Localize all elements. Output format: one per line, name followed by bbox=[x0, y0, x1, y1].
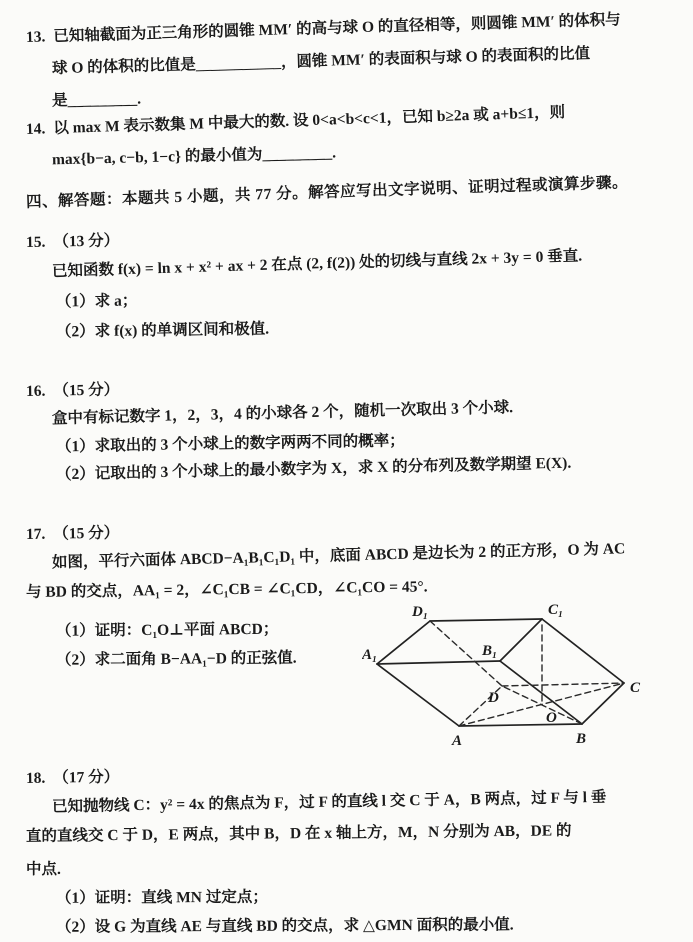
question-15 bbox=[26, 228, 685, 348]
q17-item-1: （1）证明：C₁O⊥平面 ABCD； bbox=[55, 620, 279, 640]
q13-line-1-text: 已知轴截面为正三角形的圆锥 MM′ 的高与球 O 的直径相等，则圆锥 MM′ 的体积与 bbox=[53, 11, 621, 46]
vertex-label-a: A bbox=[452, 733, 463, 749]
vertex-label-d1: D₁ bbox=[412, 604, 429, 620]
q17-item-2: （2）求二面角 B−AA₁−D 的正弦值. bbox=[55, 649, 297, 669]
vertex-label-d: D bbox=[488, 690, 499, 706]
vertex-label-b1: B₁ bbox=[482, 643, 498, 659]
edge-a1-a bbox=[377, 664, 459, 726]
edge-a-b bbox=[459, 724, 582, 726]
section-4-header-block bbox=[25, 174, 685, 212]
q17-body-2: 与 BD 的交点，AA₁ = 2，∠C₁CB = ∠C₁CD，∠C₁CO = 45°. bbox=[25, 578, 428, 601]
q16-number: 16. bbox=[25, 382, 46, 400]
question-16 bbox=[26, 378, 685, 490]
q15-item-2: （2）求 f(x) 的单调区间和极值. bbox=[55, 320, 270, 341]
q18-item-2: （2）设 G 为直线 AE 与直线 BD 的交点，求 △GMN 面积的最小值. bbox=[55, 916, 514, 936]
q18-body-1: 已知抛物线 C：y² = 4x 的焦点为 F，过 F 的直线 l 交 C 于 A，B 两点，过 F 与 l 垂 bbox=[51, 788, 607, 816]
vertex-label-c: C bbox=[630, 680, 641, 696]
vertex-label-o: O bbox=[546, 710, 557, 726]
edge-d-c bbox=[502, 683, 624, 686]
q17-number: 17. bbox=[25, 525, 46, 543]
q18-body-2: 直的直线交 C 于 D，E 两点，其中 B，D 在 x 轴上方，M，N 分别为 AB，DE 的 bbox=[25, 822, 572, 845]
q15-score: （13 分） bbox=[53, 232, 120, 251]
q14-line-2: max{b−a, c−b, 1−c} 的最小值为_________. bbox=[51, 144, 337, 169]
diagonal-b-d bbox=[502, 686, 582, 724]
q18-number: 18. bbox=[25, 769, 46, 787]
q18-body-3: 中点. bbox=[25, 860, 61, 878]
q17-parallelepiped-figure bbox=[362, 599, 672, 764]
q15-number: 15. bbox=[25, 233, 46, 251]
q17-score: （15 分） bbox=[53, 524, 120, 543]
vertex-label-b: B bbox=[576, 731, 587, 747]
q14-line-1-text: 以 max M 表示数集 M 中最大的数. 设 0<a<b<c<1，已知 b≥2a 或 a+b≤1，则 bbox=[53, 104, 566, 138]
q16-body: 盒中有标记数字 1，2，3，4 的小球各 2 个，随机一次取出 3 个小球. bbox=[51, 399, 514, 428]
q18-score: （17 分） bbox=[53, 768, 120, 787]
q13-line-2: 球 O 的体积的比值是___________，圆锥 MM′ 的表面积与球 O 的表面积的比值 bbox=[51, 45, 591, 78]
section-4-header: 四、解答题：本题共 5 小题，共 77 分。解答应写出文字说明、证明过程或演算步骤。 bbox=[25, 174, 629, 211]
edge-c1-c bbox=[542, 619, 624, 683]
q13-number: 13. bbox=[25, 28, 46, 46]
vertex-label-c1: C₁ bbox=[548, 602, 564, 618]
edge-d1-c1 bbox=[430, 619, 542, 621]
vertex-label-a1: A₁ bbox=[362, 647, 378, 663]
q18-item-1: （1）证明：直线 MN 过定点； bbox=[55, 888, 268, 907]
parallelepiped-svg bbox=[362, 599, 672, 764]
edge-a1-d1 bbox=[377, 621, 430, 664]
edge-b1-b bbox=[500, 661, 582, 724]
edge-a1-b1 bbox=[377, 661, 500, 664]
question-14 bbox=[25, 104, 685, 176]
q17-body-1: 如图，平行六面体 ABCD−A₁B₁C₁D₁ 中，底面 ABCD 是边长为 2 的正方形，O 为 AC bbox=[51, 540, 626, 572]
edge-b-c bbox=[582, 683, 624, 724]
q14-number: 14. bbox=[25, 120, 46, 138]
q13-line-3: 是_________. bbox=[51, 90, 142, 110]
q15-body: 已知函数 f(x) = ln x + x² + ax + 2 在点 (2, f(2)) 处的切线与直线 2x + 3y = 0 垂直. bbox=[51, 247, 583, 281]
q16-item-1: （1）求取出的 3 个小球上的数字两两不同的概率； bbox=[55, 432, 405, 456]
question-18 bbox=[26, 764, 685, 942]
q16-score: （15 分） bbox=[53, 381, 120, 400]
q16-item-2: （2）记取出的 3 个小球上的最小数字为 X，求 X 的分布列及数学期望 E(X). bbox=[55, 454, 572, 484]
edge-b1-c1 bbox=[500, 619, 542, 661]
q15-item-1: （1）求 a； bbox=[55, 292, 138, 311]
